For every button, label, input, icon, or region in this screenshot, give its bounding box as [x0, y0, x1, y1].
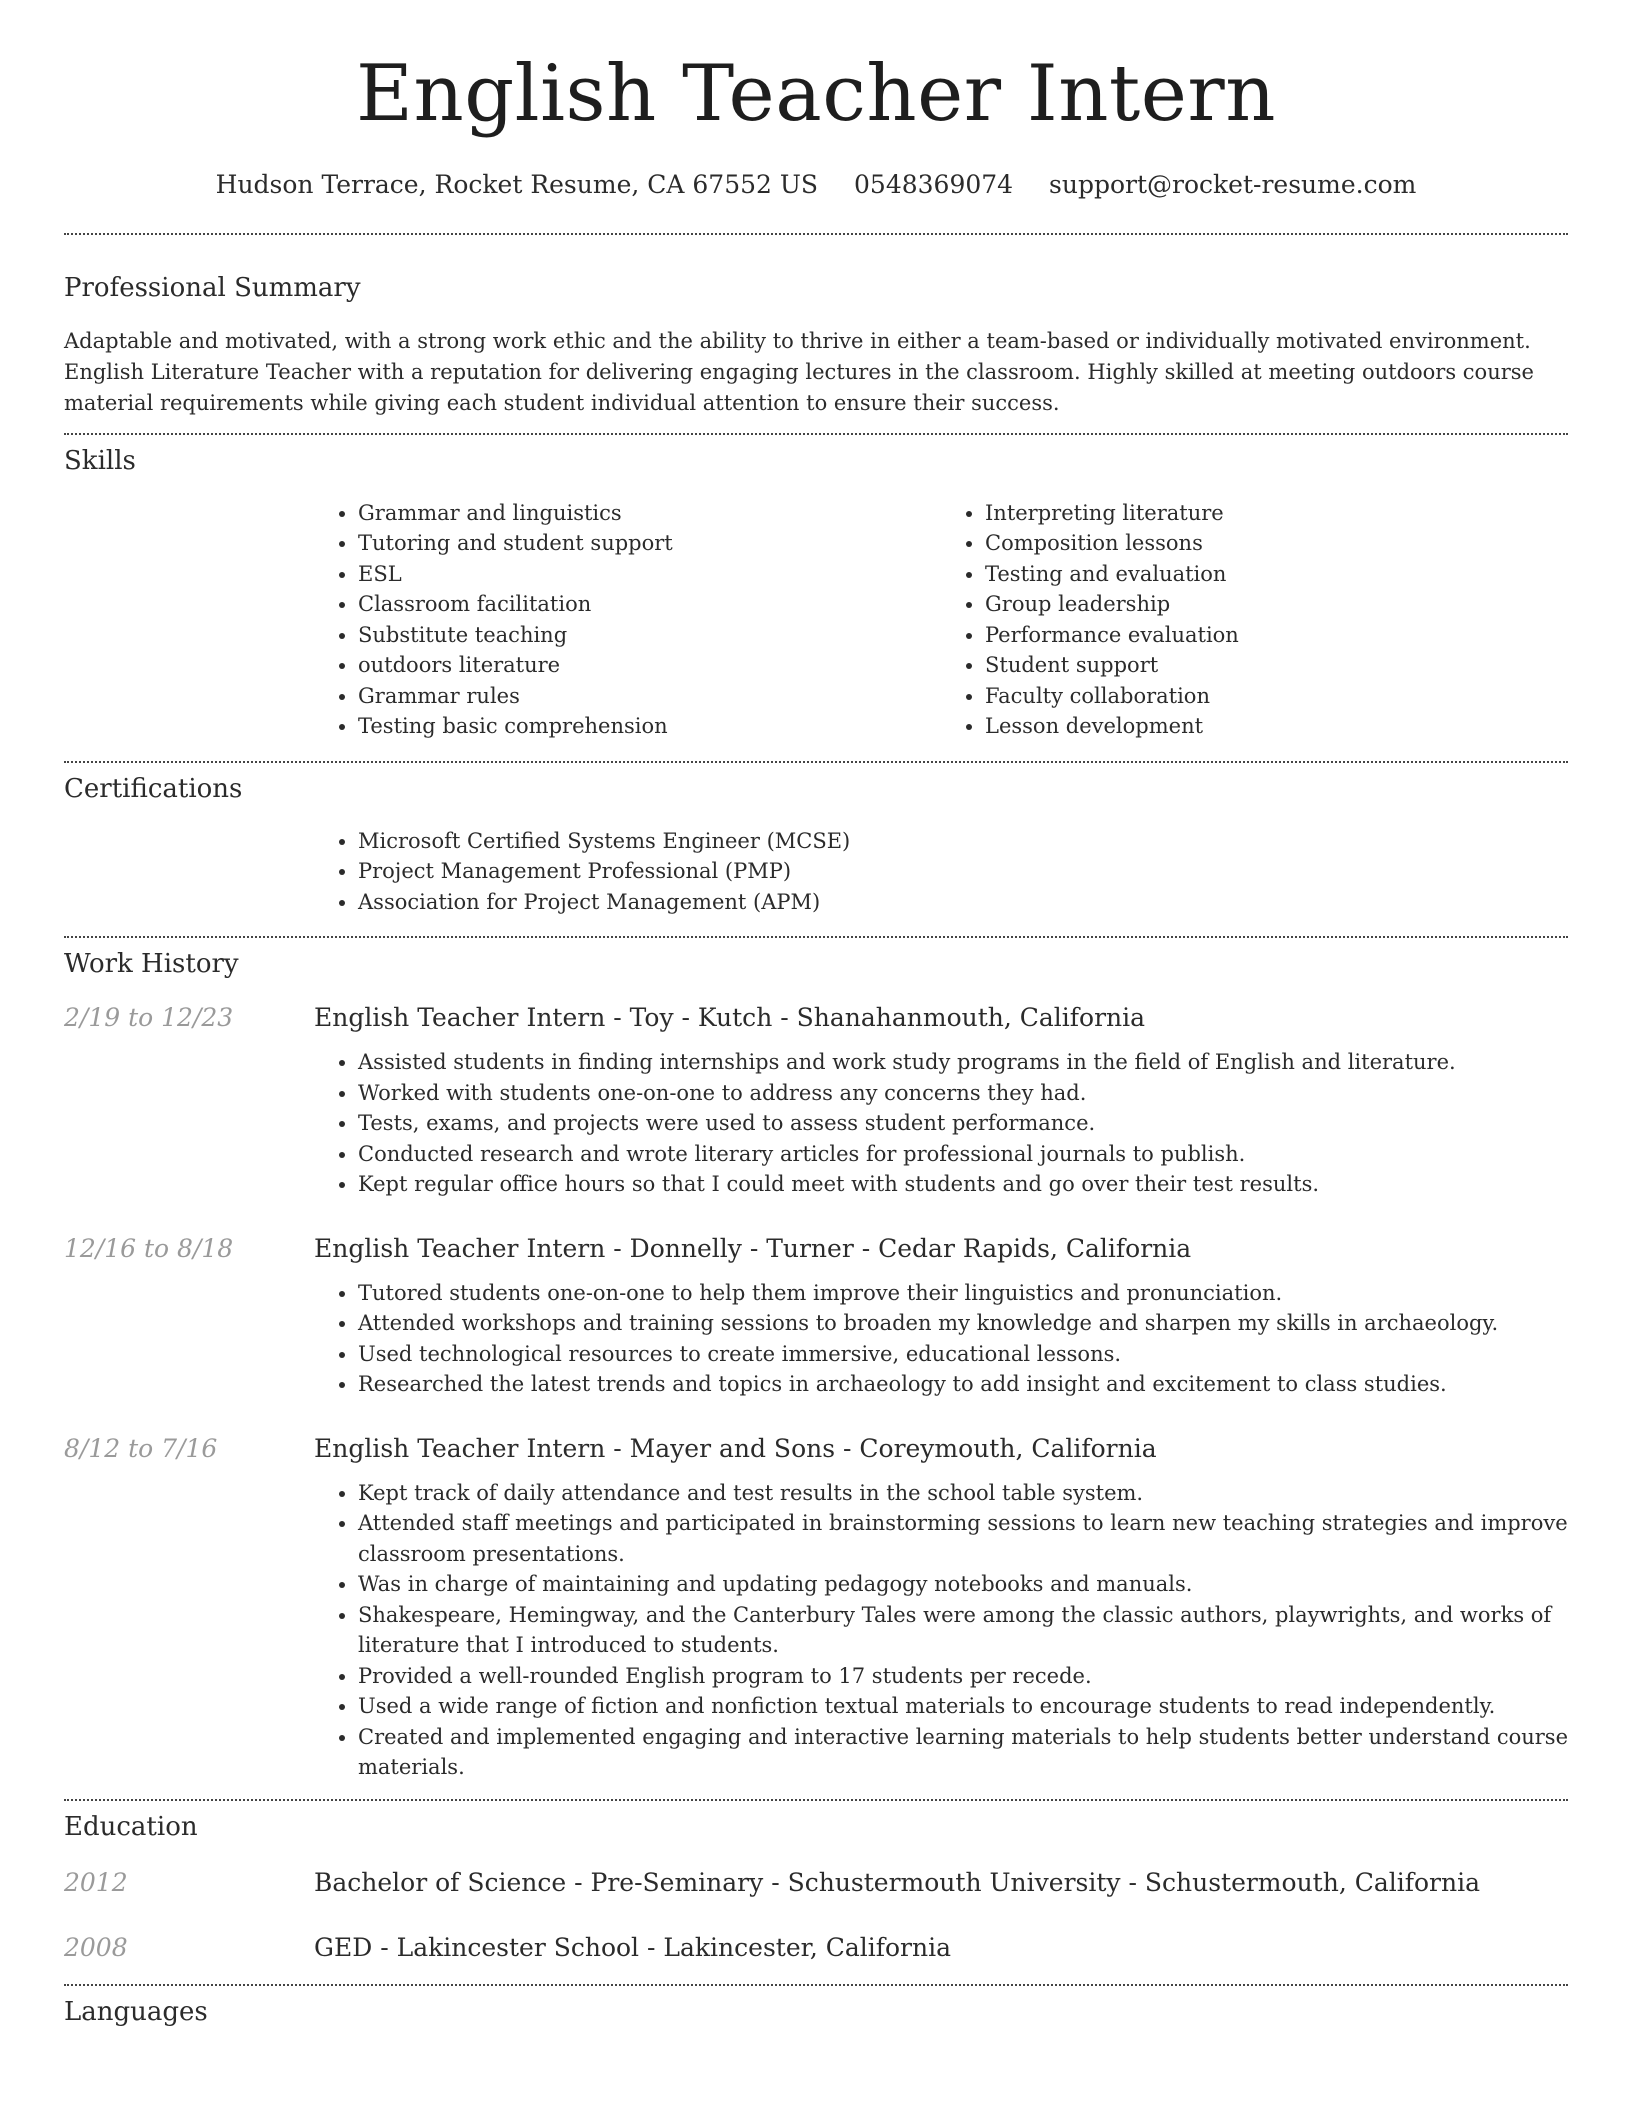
job-bullet: • Researched the latest trends and topics in archaeology to add insight and excitement to class studies. — [358, 1369, 1568, 1400]
certifications-section — [64, 763, 1568, 918]
resume-header — [64, 0, 1568, 199]
job-bullet: • Tutored students one-on-one to help them improve their linguistics and pronunciation. — [358, 1278, 1568, 1309]
job-bullet: • Attended workshops and training sessions to broaden my knowledge and sharpen my skills in archaeology. — [358, 1308, 1568, 1339]
education-section — [64, 1801, 1568, 1962]
work-history-heading: Work History — [64, 949, 239, 980]
education-entry — [64, 1933, 1568, 1962]
contact-line — [64, 170, 1568, 199]
skill-item: • Tutoring and student support — [358, 528, 941, 559]
skill-item: • Classroom facilitation — [358, 589, 941, 620]
skill-item: • Performance evaluation — [985, 620, 1568, 651]
job-entry — [64, 1003, 1568, 1200]
job-dates: 8/12 to 7/16 — [64, 1433, 218, 1463]
job-bullet: • Was in charge of maintaining and updating pedagogy notebooks and manuals. — [358, 1569, 1568, 1600]
job-bullet: • Shakespeare, Hemingway, and the Canterbury Tales were among the classic authors, playwrights, and works of literature that I introduced to students. — [358, 1600, 1568, 1661]
skill-item: • Testing basic comprehension — [358, 711, 941, 742]
skill-item: • Composition lessons — [985, 528, 1568, 559]
skill-item: • Interpreting literature — [985, 498, 1568, 529]
skills-section — [64, 435, 1568, 742]
candidate-name: English Teacher Intern — [356, 49, 1276, 139]
summary-heading: Professional Summary — [64, 272, 361, 303]
job-bullet: • Provided a well-rounded English program to 17 students per recede. — [358, 1661, 1568, 1692]
education-title: GED - Lakincester School - Lakincester, California — [314, 1932, 951, 1962]
skill-item: • Faculty collaboration — [985, 681, 1568, 712]
job-bullet: • Kept track of daily attendance and test results in the school table system. — [358, 1478, 1568, 1509]
contact-email: support@rocket-resume.com — [1049, 169, 1417, 199]
languages-section — [64, 1986, 1568, 2027]
job-bullet: • Attended staff meetings and participated in brainstorming sessions to learn new teaching strategies and improve classroom presentations. — [358, 1508, 1568, 1569]
education-title: Bachelor of Science - Pre-Seminary - Schustermouth University - Schustermouth, California — [314, 1867, 1480, 1897]
job-entry — [64, 1434, 1568, 1783]
job-bullets — [314, 1047, 1568, 1200]
job-title: English Teacher Intern - Mayer and Sons - Coreymouth, California — [314, 1433, 1157, 1463]
education-year: 2012 — [64, 1867, 128, 1897]
skill-item: • Student support — [985, 650, 1568, 681]
skill-item: • Substitute teaching — [358, 620, 941, 651]
job-bullet: • Kept regular office hours so that I could meet with students and go over their test results. — [358, 1169, 1568, 1200]
education-entry — [64, 1868, 1568, 1897]
certification-item: • Association for Project Management (APM) — [358, 887, 1568, 918]
certifications-heading: Certifications — [64, 773, 243, 804]
job-bullet: • Conducted research and wrote literary articles for professional journals to publish. — [358, 1139, 1568, 1170]
languages-heading: Languages — [64, 1996, 208, 2027]
skill-item: • ESL — [358, 559, 941, 590]
work-history-section — [64, 938, 1568, 1783]
education-heading: Education — [64, 1811, 198, 1842]
skill-item: • Lesson development — [985, 711, 1568, 742]
job-title: English Teacher Intern - Donnelly - Turner - Cedar Rapids, California — [314, 1233, 1192, 1263]
resume-page — [64, 0, 1568, 2027]
contact-phone: 0548369074 — [854, 169, 1014, 199]
skill-item: • Testing and evaluation — [985, 559, 1568, 590]
education-year: 2008 — [64, 1932, 128, 1962]
skill-item: • outdoors literature — [358, 650, 941, 681]
summary-text: Adaptable and motivated, with a strong work ethic and the ability to thrive in either a team-based or individually motivated environment. English Literature Teacher with a reputation for delivering engaging lectures in the classroom. Highly skilled at meeting outdoors course material requirements while giving each student individual attention to ensure their success. — [64, 328, 1534, 415]
skill-item: • Grammar rules — [358, 681, 941, 712]
job-dates: 12/16 to 8/18 — [64, 1233, 234, 1263]
job-bullet: • Worked with students one-on-one to address any concerns they had. — [358, 1078, 1568, 1109]
job-bullet: • Created and implemented engaging and interactive learning materials to help students better understand course materials. — [358, 1722, 1568, 1783]
summary-section — [64, 235, 1568, 419]
certification-item: • Microsoft Certified Systems Engineer (MCSE) — [358, 826, 1568, 857]
skills-heading: Skills — [64, 445, 136, 476]
job-entry — [64, 1234, 1568, 1400]
certification-item: • Project Management Professional (PMP) — [358, 856, 1568, 887]
job-bullets — [314, 1478, 1568, 1783]
contact-address: Hudson Terrace, Rocket Resume, CA 67552 US — [215, 169, 819, 199]
job-dates: 2/19 to 12/23 — [64, 1003, 234, 1033]
skills-list-left — [314, 498, 941, 742]
job-bullet: • Tests, exams, and projects were used to assess student performance. — [358, 1108, 1568, 1139]
job-bullets — [314, 1278, 1568, 1400]
skills-columns — [314, 498, 1568, 742]
certifications-list — [314, 826, 1568, 918]
job-bullet: • Used a wide range of fiction and nonfiction textual materials to encourage students to read independently. — [358, 1691, 1568, 1722]
skill-item: • Grammar and linguistics — [358, 498, 941, 529]
job-bullet: • Assisted students in finding internships and work study programs in the field of English and literature. — [358, 1047, 1568, 1078]
job-bullet: • Used technological resources to create immersive, educational lessons. — [358, 1339, 1568, 1370]
skill-item: • Group leadership — [985, 589, 1568, 620]
skills-list-right — [941, 498, 1568, 742]
job-title: English Teacher Intern - Toy - Kutch - Shanahanmouth, California — [314, 1003, 1146, 1033]
